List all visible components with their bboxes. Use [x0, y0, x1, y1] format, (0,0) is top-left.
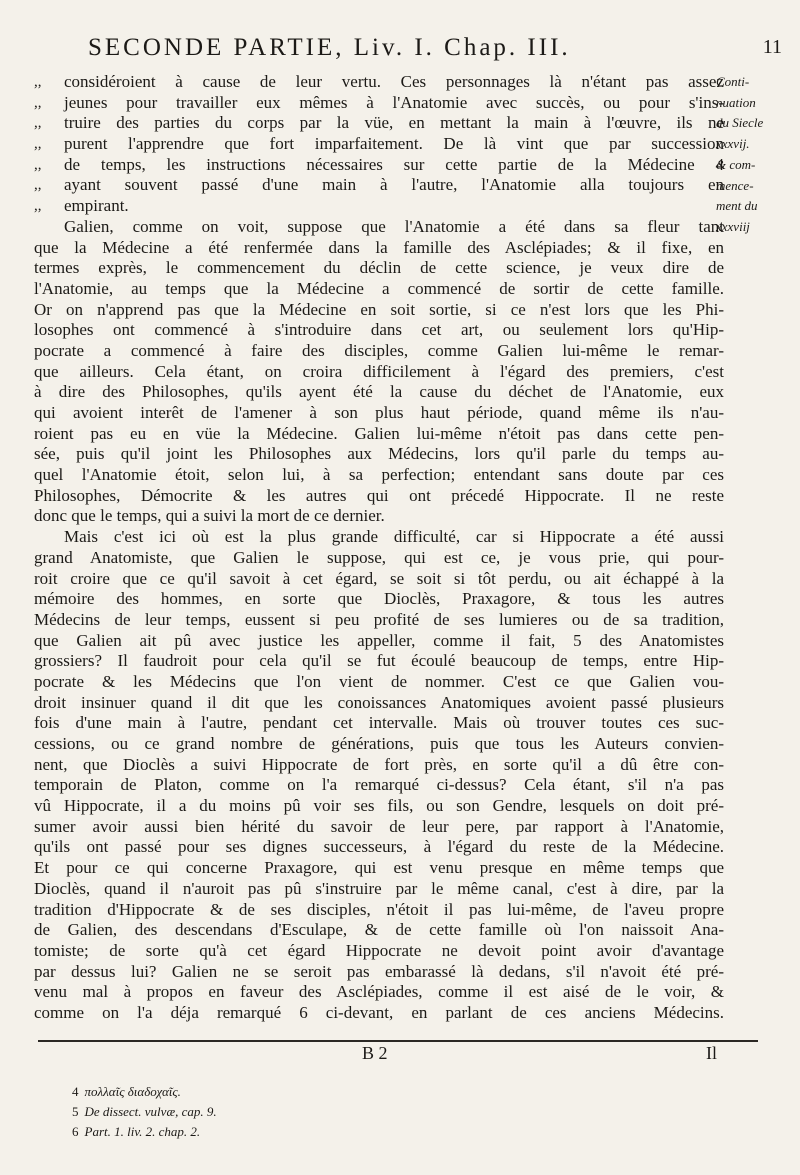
footnote-text: πολλαῖς διαδοχαῖς.	[84, 1084, 181, 1099]
text-line	[34, 300, 724, 321]
footnote-text: De dissect. vulvæ, cap. 9.	[84, 1104, 217, 1119]
text-line	[34, 403, 724, 424]
text-line-content: comme on l'a déja remarqué 6 ci-devant, en parlant de ces anciens Médecins.	[34, 1002, 724, 1022]
text-line-content: sumer avoir aussi bien hérité du savoir de leur pere, par rapport à l'Anatomie,	[34, 816, 724, 836]
marginal-note	[716, 72, 800, 238]
text-line-content: truire des parties du corps par la vüe, en mettant la main à l'œuvre, ils ne	[64, 113, 724, 133]
text-line-content: cessions, ou ce grand nombre de générations, puis que tous les Auteurs convien-	[34, 734, 724, 753]
text-line-content: droit insinuer quand il dit que les conoissances Anatomiques avoient passé plusieurs	[34, 692, 724, 712]
text-line	[34, 175, 724, 196]
text-line	[34, 879, 724, 900]
quote-mark: ,,	[34, 177, 42, 194]
text-line-content: pocrate & les Médecins que l'on vient de nommer. C'est ce que Galien vou-	[34, 671, 724, 691]
text-line-content: venu mal à propos en faveur des Asclépiades, comme il est aisé de le voir, &	[34, 982, 724, 1002]
text-line	[34, 713, 724, 734]
marginal-note-line: Conti-	[716, 74, 750, 89]
text-line-content: tomiste; de sorte qu'à cet égard Hippocrate ne devoit point avoir d'avantage	[34, 940, 724, 960]
footnote-number: 6	[72, 1124, 79, 1139]
marginal-note-line: & com-	[716, 156, 756, 172]
text-line	[34, 796, 724, 817]
marginal-note-line: mence-	[716, 177, 754, 193]
footnotes	[72, 1082, 472, 1142]
text-line-content: donc que le temps, qui a suivi la mort de ce dernier.	[34, 506, 385, 526]
text-line	[34, 693, 724, 714]
text-line-content: à dire des Philosophes, qu'ils ayent été la cause du déchet de l'Anatomie, eux	[34, 382, 724, 402]
text-line-content: ayant souvent passé d'une main à l'autre, l'Anatomie alla toujours en	[64, 175, 724, 195]
text-line	[34, 900, 724, 921]
main-text	[34, 72, 724, 1024]
text-line	[34, 382, 724, 403]
text-line	[34, 72, 724, 93]
marginal-note-line: xxxviij	[716, 218, 750, 234]
text-line-content: termes exprès, le commencement du déclin de cette science, je veux dire de	[34, 258, 724, 278]
text-line-content: Galien, comme on voit, suppose que l'Anatomie a été dans sa fleur tant	[64, 216, 724, 236]
text-line	[34, 569, 724, 590]
text-line-content: mémoire des hommes, en sorte que Dioclès, Praxagore, & tous les autres	[34, 589, 724, 609]
text-line-content: Et pour ce qui concerne Praxagore, qui est venu presque en même temps que	[34, 858, 724, 878]
marginal-note-line: nuation	[716, 94, 756, 110]
text-line	[34, 610, 724, 631]
text-line	[34, 755, 724, 776]
text-line	[34, 93, 724, 114]
text-line	[34, 734, 724, 755]
quote-mark: ,,	[34, 136, 42, 153]
text-line-content: par dessus lui? Galien ne se seroit pas embarassé là dedans, s'il n'avoit été pré-	[34, 961, 724, 981]
text-line	[34, 113, 724, 134]
text-line-content: de Galien, des descendans d'Esculape, & de cette famille où l'on naissoit Ana-	[34, 920, 724, 940]
quote-mark: ,,	[34, 115, 42, 132]
page-number: 11	[762, 36, 782, 58]
text-line	[34, 320, 724, 341]
text-line	[34, 982, 724, 1003]
text-line-content: qui avoient interêt de l'amener à son plus haut période, quand même ils n'au-	[34, 403, 724, 422]
running-head: SECONDE PARTIE, Liv. I. Chap. III.	[88, 34, 571, 61]
text-line	[34, 858, 724, 879]
text-line	[34, 362, 724, 383]
text-line-content: Philosophes, Démocrite & les autres qui ont précedé Hippocrate. Il ne reste	[34, 485, 724, 505]
footer-rule	[38, 1040, 758, 1042]
text-line	[34, 444, 724, 465]
text-line	[34, 837, 724, 858]
text-line	[34, 962, 724, 983]
text-line	[34, 424, 724, 445]
text-line-content: losophes ont commencé à s'introduire dans cet art, ou seulement lors qu'Hip-	[34, 320, 724, 340]
text-line	[34, 238, 724, 259]
text-line-content: Médecins de leur temps, eussent si peu profité de ses lumieres ou de sa tradition,	[34, 609, 724, 629]
text-line	[34, 548, 724, 569]
text-line-content: fois d'une main à l'autre, pendant cet intervalle. Mais où trouver toutes ces suc-	[34, 713, 724, 733]
text-line	[34, 775, 724, 796]
quote-mark: ,,	[34, 94, 42, 111]
text-line-content: grand Anatomiste, que Galien le suppose, qui est ce, je vous prie, qui pour-	[34, 547, 724, 567]
signature-mark: B 2	[362, 1043, 388, 1063]
text-line-content: qu'ils ont passé pour ses dignes successeurs, à l'égard du reste de la Médecine.	[34, 837, 724, 857]
text-line-content: pocrate a commencé à faire des disciples, comme Galien lui-même le remar-	[34, 340, 724, 360]
text-line-content: roient pas eu en vüe la Médecine. Galien lui-même n'étoit pas dans cette pen-	[34, 423, 724, 443]
footnote	[72, 1122, 472, 1142]
text-line-content: empirant.	[64, 196, 129, 216]
text-line-content: que Galien ait pû avec justice les appeller, comme il fait, 5 des Anatomistes	[34, 630, 724, 650]
text-line	[34, 672, 724, 693]
text-line-content: sée, puis qu'il joint les Philosophes aux Médecins, lors qu'il parle du temps au-	[34, 444, 724, 464]
text-line	[34, 279, 724, 300]
text-line-content: Or on n'apprend pas que la Médecine en soit sortie, si ce n'est lors que les Phi-	[34, 299, 724, 319]
text-line-content: que ailleurs. Cela étant, on croira difficilement à l'égard des premiers, c'est	[34, 361, 724, 381]
text-line	[34, 217, 724, 238]
marginal-note-line: ment du	[716, 198, 758, 214]
text-line-content: tradition d'Hippocrate & de ses disciples, n'étoit il pas lui-même, de l'aveu propre	[34, 899, 724, 919]
text-line	[34, 589, 724, 610]
text-line-content: l'Anatomie, au temps que la Médecine a commencé de sortir de cette famille.	[34, 278, 724, 298]
text-line-content: purent l'apprendre que fort imparfaitement. De là vint que par succession	[64, 134, 724, 154]
footnote-number: 4	[72, 1084, 79, 1099]
text-line	[34, 941, 724, 962]
text-line	[34, 651, 724, 672]
text-line-content: grossiers? Il faudroit pour cela qu'il se fut écoulé beaucoup de temps, entre Hip-	[34, 651, 724, 671]
text-line	[34, 155, 724, 176]
quote-mark: ,,	[34, 74, 42, 90]
text-line	[34, 341, 724, 362]
footnote-number: 5	[72, 1104, 79, 1119]
text-line-content: nent, que Dioclès a suivi Hippocrate de fort près, en sorte qu'il a dû être con-	[34, 754, 724, 774]
text-line	[34, 258, 724, 279]
quote-mark: ,,	[34, 198, 42, 215]
text-line	[34, 506, 724, 527]
text-line-content: jeunes pour travailler eux mêmes à l'Anatomie avec succès, ou pour s'ins-	[64, 92, 724, 112]
text-line	[34, 486, 724, 507]
text-line-content: Dioclès, quand il n'auroit pas pû s'instruire par le même canal, c'est à dire, par la	[34, 878, 724, 898]
text-line	[34, 196, 724, 217]
text-line-content: considéroient à cause de leur vertu. Ces personnages là n'étant pas assez	[64, 72, 724, 91]
text-line-content: de temps, les instructions nécessaires sur cette partie de la Médecine 4	[64, 154, 724, 174]
text-line	[34, 1003, 724, 1024]
text-line-content: quel l'Anatomie étoit, selon lui, à sa perfection; entendant sans doute par ces	[34, 465, 724, 485]
text-line	[34, 134, 724, 155]
text-line-content: Mais c'est ici où est la plus grande difficulté, car si Hippocrate a été aussi	[64, 527, 724, 547]
text-line	[34, 527, 724, 548]
catchword: Il	[706, 1043, 717, 1063]
text-line	[34, 817, 724, 838]
text-line	[34, 465, 724, 486]
text-line	[34, 920, 724, 941]
marginal-note-line: du Siecle	[716, 115, 764, 131]
quote-mark: ,,	[34, 156, 42, 173]
marginal-note-line: xxxvij.	[716, 136, 750, 152]
text-line-content: roit croire que ce qu'il savoit à cet égard, se soit si tôt perdu, ou ait échappé à la	[34, 568, 724, 588]
text-line-content: temporain de Platon, comme on l'a remarqué ci-dessus? Cela étant, s'il n'a pas	[34, 775, 724, 795]
page-header	[60, 34, 782, 70]
footnote-text: Part. 1. liv. 2. chap. 2.	[84, 1124, 201, 1139]
footnote	[72, 1102, 472, 1122]
text-line	[34, 631, 724, 652]
footnote	[72, 1082, 472, 1102]
text-line-content: que la Médecine a été renfermée dans la famille des Asclépiades; & il fixe, en	[34, 237, 724, 257]
text-line-content: vû Hippocrate, il a du moins pû voir ses fils, ou son Gendre, lesquels on doit pré-	[34, 796, 724, 816]
